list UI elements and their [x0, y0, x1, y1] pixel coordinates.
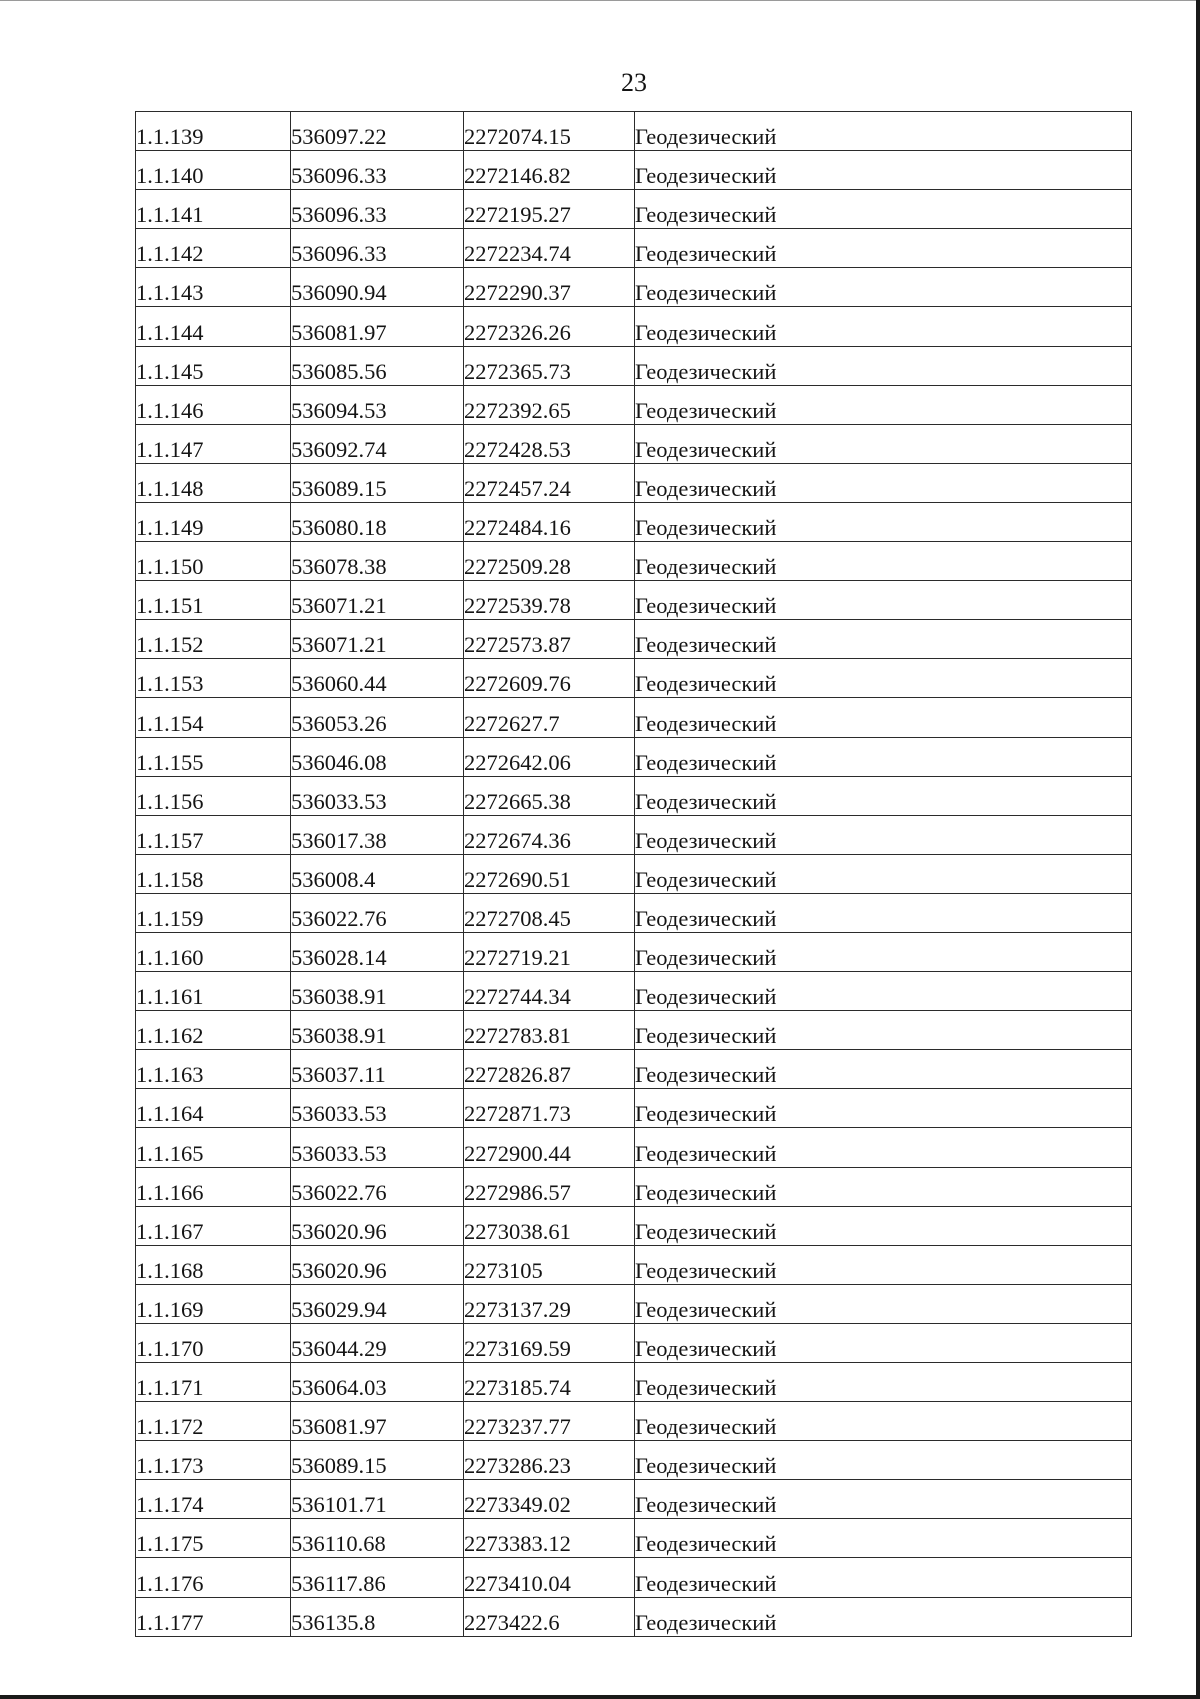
table-row	[136, 698, 1132, 737]
table-row	[136, 229, 1132, 268]
coordinates-table-body	[136, 112, 1132, 1637]
x-coordinate-cell: 536044.29	[291, 1323, 464, 1362]
x-coordinate-cell: 536092.74	[291, 424, 464, 463]
x-coordinate-cell: 536038.91	[291, 1011, 464, 1050]
y-coordinate-cell: 2272744.34	[464, 972, 635, 1011]
method-cell: Геодезический	[635, 1128, 1132, 1167]
point-id-cell: 1.1.157	[136, 815, 291, 854]
method-cell: Геодезический	[635, 620, 1132, 659]
method-cell: Геодезический	[635, 1011, 1132, 1050]
point-id-cell: 1.1.156	[136, 776, 291, 815]
method-cell: Геодезический	[635, 1089, 1132, 1128]
table-row	[136, 346, 1132, 385]
table-row	[136, 1089, 1132, 1128]
method-cell: Геодезический	[635, 112, 1132, 151]
table-row	[136, 932, 1132, 971]
point-id-cell: 1.1.159	[136, 893, 291, 932]
point-id-cell: 1.1.172	[136, 1402, 291, 1441]
point-id-cell: 1.1.141	[136, 190, 291, 229]
x-coordinate-cell: 536101.71	[291, 1480, 464, 1519]
y-coordinate-cell: 2273137.29	[464, 1284, 635, 1323]
method-cell: Геодезический	[635, 1206, 1132, 1245]
x-coordinate-cell: 536033.53	[291, 776, 464, 815]
method-cell: Геодезический	[635, 815, 1132, 854]
method-cell: Геодезический	[635, 1480, 1132, 1519]
y-coordinate-cell: 2272665.38	[464, 776, 635, 815]
table-row	[136, 1011, 1132, 1050]
x-coordinate-cell: 536071.21	[291, 620, 464, 659]
point-id-cell: 1.1.161	[136, 972, 291, 1011]
table-row	[136, 1323, 1132, 1362]
y-coordinate-cell: 2272509.28	[464, 542, 635, 581]
x-coordinate-cell: 536096.33	[291, 151, 464, 190]
coordinates-table	[135, 111, 1132, 1637]
y-coordinate-cell: 2272539.78	[464, 581, 635, 620]
method-cell: Геодезический	[635, 151, 1132, 190]
point-id-cell: 1.1.165	[136, 1128, 291, 1167]
method-cell: Геодезический	[635, 385, 1132, 424]
method-cell: Геодезический	[635, 1363, 1132, 1402]
table-row	[136, 424, 1132, 463]
x-coordinate-cell: 536090.94	[291, 268, 464, 307]
table-row	[136, 385, 1132, 424]
table-row	[136, 815, 1132, 854]
y-coordinate-cell: 2273237.77	[464, 1402, 635, 1441]
table-row	[136, 1245, 1132, 1284]
y-coordinate-cell: 2272783.81	[464, 1011, 635, 1050]
y-coordinate-cell: 2272900.44	[464, 1128, 635, 1167]
method-cell: Геодезический	[635, 1597, 1132, 1636]
point-id-cell: 1.1.146	[136, 385, 291, 424]
point-id-cell: 1.1.177	[136, 1597, 291, 1636]
x-coordinate-cell: 536038.91	[291, 972, 464, 1011]
scan-edge-top	[0, 0, 1200, 1]
table-row	[136, 307, 1132, 346]
method-cell: Геодезический	[635, 229, 1132, 268]
method-cell: Геодезический	[635, 659, 1132, 698]
x-coordinate-cell: 536135.8	[291, 1597, 464, 1636]
y-coordinate-cell: 2272642.06	[464, 737, 635, 776]
y-coordinate-cell: 2272326.26	[464, 307, 635, 346]
point-id-cell: 1.1.160	[136, 932, 291, 971]
point-id-cell: 1.1.149	[136, 502, 291, 541]
method-cell: Геодезический	[635, 1441, 1132, 1480]
table-row	[136, 1480, 1132, 1519]
method-cell: Геодезический	[635, 1519, 1132, 1558]
y-coordinate-cell: 2273410.04	[464, 1558, 635, 1597]
x-coordinate-cell: 536033.53	[291, 1089, 464, 1128]
point-id-cell: 1.1.170	[136, 1323, 291, 1362]
y-coordinate-cell: 2272986.57	[464, 1167, 635, 1206]
method-cell: Геодезический	[635, 190, 1132, 229]
method-cell: Геодезический	[635, 307, 1132, 346]
y-coordinate-cell: 2272609.76	[464, 659, 635, 698]
point-id-cell: 1.1.155	[136, 737, 291, 776]
table-row	[136, 542, 1132, 581]
table-row	[136, 1167, 1132, 1206]
point-id-cell: 1.1.151	[136, 581, 291, 620]
scan-edge-bottom	[0, 1695, 1200, 1699]
point-id-cell: 1.1.168	[136, 1245, 291, 1284]
y-coordinate-cell: 2273185.74	[464, 1363, 635, 1402]
y-coordinate-cell: 2272573.87	[464, 620, 635, 659]
x-coordinate-cell: 536117.86	[291, 1558, 464, 1597]
y-coordinate-cell: 2272234.74	[464, 229, 635, 268]
y-coordinate-cell: 2272074.15	[464, 112, 635, 151]
x-coordinate-cell: 536008.4	[291, 854, 464, 893]
x-coordinate-cell: 536085.56	[291, 346, 464, 385]
x-coordinate-cell: 536020.96	[291, 1245, 464, 1284]
x-coordinate-cell: 536089.15	[291, 1441, 464, 1480]
page-number: 23	[621, 68, 647, 97]
point-id-cell: 1.1.145	[136, 346, 291, 385]
table-row	[136, 776, 1132, 815]
y-coordinate-cell: 2273349.02	[464, 1480, 635, 1519]
point-id-cell: 1.1.153	[136, 659, 291, 698]
method-cell: Геодезический	[635, 972, 1132, 1011]
method-cell: Геодезический	[635, 1284, 1132, 1323]
y-coordinate-cell: 2272146.82	[464, 151, 635, 190]
method-cell: Геодезический	[635, 581, 1132, 620]
method-cell: Геодезический	[635, 1050, 1132, 1089]
point-id-cell: 1.1.169	[136, 1284, 291, 1323]
x-coordinate-cell: 536080.18	[291, 502, 464, 541]
table-row	[136, 1128, 1132, 1167]
method-cell: Геодезический	[635, 542, 1132, 581]
method-cell: Геодезический	[635, 698, 1132, 737]
method-cell: Геодезический	[635, 1167, 1132, 1206]
y-coordinate-cell: 2272826.87	[464, 1050, 635, 1089]
point-id-cell: 1.1.166	[136, 1167, 291, 1206]
y-coordinate-cell: 2272719.21	[464, 932, 635, 971]
x-coordinate-cell: 536033.53	[291, 1128, 464, 1167]
table-row	[136, 1441, 1132, 1480]
y-coordinate-cell: 2272195.27	[464, 190, 635, 229]
x-coordinate-cell: 536022.76	[291, 1167, 464, 1206]
x-coordinate-cell: 536089.15	[291, 463, 464, 502]
table-row	[136, 190, 1132, 229]
x-coordinate-cell: 536060.44	[291, 659, 464, 698]
point-id-cell: 1.1.174	[136, 1480, 291, 1519]
point-id-cell: 1.1.150	[136, 542, 291, 581]
table-row	[136, 620, 1132, 659]
x-coordinate-cell: 536110.68	[291, 1519, 464, 1558]
method-cell: Геодезический	[635, 463, 1132, 502]
y-coordinate-cell: 2272290.37	[464, 268, 635, 307]
x-coordinate-cell: 536078.38	[291, 542, 464, 581]
y-coordinate-cell: 2272457.24	[464, 463, 635, 502]
y-coordinate-cell: 2272428.53	[464, 424, 635, 463]
point-id-cell: 1.1.175	[136, 1519, 291, 1558]
x-coordinate-cell: 536053.26	[291, 698, 464, 737]
method-cell: Геодезический	[635, 1323, 1132, 1362]
point-id-cell: 1.1.147	[136, 424, 291, 463]
method-cell: Геодезический	[635, 893, 1132, 932]
point-id-cell: 1.1.148	[136, 463, 291, 502]
x-coordinate-cell: 536096.33	[291, 229, 464, 268]
y-coordinate-cell: 2272690.51	[464, 854, 635, 893]
y-coordinate-cell: 2272627.7	[464, 698, 635, 737]
table-row	[136, 659, 1132, 698]
table-row	[136, 972, 1132, 1011]
table-row	[136, 737, 1132, 776]
y-coordinate-cell: 2273422.6	[464, 1597, 635, 1636]
table-row	[136, 1206, 1132, 1245]
table-row	[136, 1597, 1132, 1636]
point-id-cell: 1.1.143	[136, 268, 291, 307]
point-id-cell: 1.1.167	[136, 1206, 291, 1245]
scan-edge-right	[1196, 0, 1200, 1699]
x-coordinate-cell: 536029.94	[291, 1284, 464, 1323]
y-coordinate-cell: 2273105	[464, 1245, 635, 1284]
table-row	[136, 502, 1132, 541]
table-row	[136, 581, 1132, 620]
table-row	[136, 1284, 1132, 1323]
table-row	[136, 854, 1132, 893]
x-coordinate-cell: 536096.33	[291, 190, 464, 229]
y-coordinate-cell: 2272392.65	[464, 385, 635, 424]
y-coordinate-cell: 2273383.12	[464, 1519, 635, 1558]
table-row	[136, 463, 1132, 502]
point-id-cell: 1.1.164	[136, 1089, 291, 1128]
x-coordinate-cell: 536097.22	[291, 112, 464, 151]
table-row	[136, 893, 1132, 932]
y-coordinate-cell: 2272365.73	[464, 346, 635, 385]
point-id-cell: 1.1.162	[136, 1011, 291, 1050]
method-cell: Геодезический	[635, 854, 1132, 893]
x-coordinate-cell: 536022.76	[291, 893, 464, 932]
x-coordinate-cell: 536094.53	[291, 385, 464, 424]
y-coordinate-cell: 2272708.45	[464, 893, 635, 932]
table-row	[136, 1519, 1132, 1558]
y-coordinate-cell: 2273169.59	[464, 1323, 635, 1362]
point-id-cell: 1.1.152	[136, 620, 291, 659]
method-cell: Геодезический	[635, 268, 1132, 307]
x-coordinate-cell: 536071.21	[291, 581, 464, 620]
y-coordinate-cell: 2273038.61	[464, 1206, 635, 1245]
method-cell: Геодезический	[635, 1402, 1132, 1441]
method-cell: Геодезический	[635, 1558, 1132, 1597]
point-id-cell: 1.1.154	[136, 698, 291, 737]
point-id-cell: 1.1.171	[136, 1363, 291, 1402]
table-row	[136, 112, 1132, 151]
table-row	[136, 1363, 1132, 1402]
x-coordinate-cell: 536081.97	[291, 307, 464, 346]
method-cell: Геодезический	[635, 424, 1132, 463]
point-id-cell: 1.1.173	[136, 1441, 291, 1480]
x-coordinate-cell: 536017.38	[291, 815, 464, 854]
method-cell: Геодезический	[635, 737, 1132, 776]
table-row	[136, 1402, 1132, 1441]
y-coordinate-cell: 2272871.73	[464, 1089, 635, 1128]
point-id-cell: 1.1.144	[136, 307, 291, 346]
point-id-cell: 1.1.158	[136, 854, 291, 893]
point-id-cell: 1.1.142	[136, 229, 291, 268]
table-row	[136, 268, 1132, 307]
x-coordinate-cell: 536028.14	[291, 932, 464, 971]
table-row	[136, 151, 1132, 190]
method-cell: Геодезический	[635, 502, 1132, 541]
method-cell: Геодезический	[635, 346, 1132, 385]
x-coordinate-cell: 536064.03	[291, 1363, 464, 1402]
method-cell: Геодезический	[635, 1245, 1132, 1284]
table-row	[136, 1558, 1132, 1597]
point-id-cell: 1.1.139	[136, 112, 291, 151]
x-coordinate-cell: 536037.11	[291, 1050, 464, 1089]
x-coordinate-cell: 536081.97	[291, 1402, 464, 1441]
y-coordinate-cell: 2272484.16	[464, 502, 635, 541]
table-row	[136, 1050, 1132, 1089]
method-cell: Геодезический	[635, 776, 1132, 815]
point-id-cell: 1.1.163	[136, 1050, 291, 1089]
point-id-cell: 1.1.140	[136, 151, 291, 190]
x-coordinate-cell: 536046.08	[291, 737, 464, 776]
method-cell: Геодезический	[635, 932, 1132, 971]
y-coordinate-cell: 2273286.23	[464, 1441, 635, 1480]
point-id-cell: 1.1.176	[136, 1558, 291, 1597]
x-coordinate-cell: 536020.96	[291, 1206, 464, 1245]
y-coordinate-cell: 2272674.36	[464, 815, 635, 854]
